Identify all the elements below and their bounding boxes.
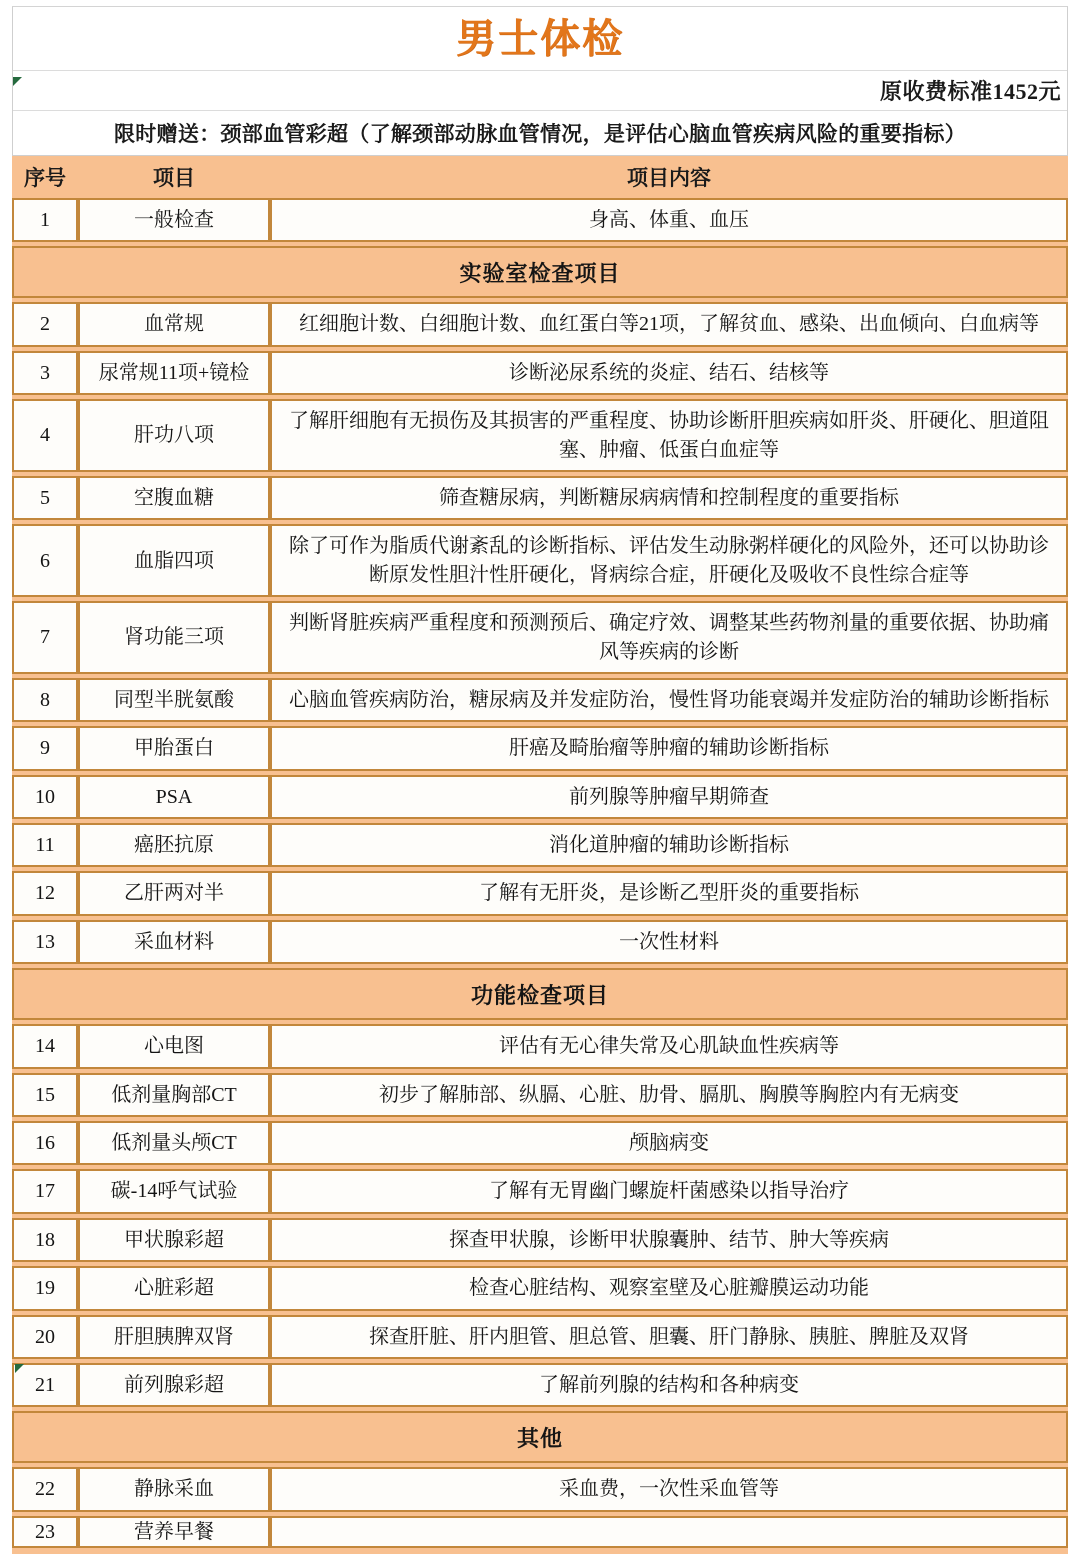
row-number-cell: 5 xyxy=(12,476,78,520)
row-gutter xyxy=(12,1548,1068,1552)
row-number-cell: 3 xyxy=(12,351,78,395)
row-item-cell: 低剂量胸部CT xyxy=(78,1073,270,1117)
row-item-cell: 乙肝两对半 xyxy=(78,871,270,915)
section-header-row xyxy=(12,1411,1068,1463)
row-number-cell: 12 xyxy=(12,871,78,915)
table-row xyxy=(12,1024,1068,1068)
table-header-row xyxy=(12,156,1068,198)
original-price-note: 原收费标准1452元 xyxy=(879,79,1061,104)
row-content-cell: 一次性材料 xyxy=(270,920,1068,964)
row-item-cell: 静脉采血 xyxy=(78,1467,270,1511)
row-item-cell: 甲胎蛋白 xyxy=(78,726,270,770)
row-number-cell: 22 xyxy=(12,1467,78,1511)
row-number-cell: 23 xyxy=(12,1516,78,1548)
row-content-cell: 除了可作为脂质代谢紊乱的诊断指标、评估发生动脉粥样硬化的风险外，还可以协助诊断原发性胆汁性肝硬化，肾病综合症，肝硬化及吸收不良性综合症等 xyxy=(270,524,1068,597)
limited-time-gift-note: 限时赠送：颈部血管彩超（了解颈部动脉血管情况，是评估心脑血管疾病风险的重要指标） xyxy=(114,122,966,146)
row-number-cell: 8 xyxy=(12,678,78,722)
row-content-cell: 评估有无心律失常及心肌缺血性疾病等 xyxy=(270,1024,1068,1068)
table-row xyxy=(12,524,1068,597)
row-content-cell: 探查肝脏、肝内胆管、胆总管、胆囊、肝门静脉、胰脏、脾脏及双肾 xyxy=(270,1315,1068,1359)
comment-indicator-icon xyxy=(15,1364,24,1373)
row-number-cell: 14 xyxy=(12,1024,78,1068)
table-row xyxy=(12,1467,1068,1511)
table-row xyxy=(12,351,1068,395)
column-header-content: 项目内容 xyxy=(270,156,1068,198)
row-content-cell: 身高、体重、血压 xyxy=(270,198,1068,242)
section-header-row xyxy=(12,246,1068,298)
table-row xyxy=(12,1169,1068,1213)
table-row xyxy=(12,1315,1068,1359)
table-row xyxy=(12,1266,1068,1310)
comment-indicator-icon xyxy=(13,77,22,86)
row-number-cell: 2 xyxy=(12,302,78,346)
row-number-cell: 17 xyxy=(12,1169,78,1213)
table-row xyxy=(12,678,1068,722)
row-content-cell: 采血费，一次性采血管等 xyxy=(270,1467,1068,1511)
row-content-cell: 检查心脏结构、观察室壁及心脏瓣膜运动功能 xyxy=(270,1266,1068,1310)
exam-plan-table xyxy=(12,156,1068,1552)
row-number-cell: 1 xyxy=(12,198,78,242)
row-content-cell: 了解有无肝炎，是诊断乙型肝炎的重要指标 xyxy=(270,871,1068,915)
row-item-cell: 肝胆胰脾双肾 xyxy=(78,1315,270,1359)
row-number-cell: 21 xyxy=(12,1363,78,1407)
gift-row xyxy=(13,111,1067,155)
row-content-cell xyxy=(270,1516,1068,1548)
section-header-label: 其他 xyxy=(12,1411,1068,1463)
table-row xyxy=(12,601,1068,674)
table-row xyxy=(12,871,1068,915)
row-number-cell: 13 xyxy=(12,920,78,964)
row-item-cell: 一般检查 xyxy=(78,198,270,242)
row-item-cell: PSA xyxy=(78,775,270,819)
row-number-cell: 9 xyxy=(12,726,78,770)
row-item-cell: 甲状腺彩超 xyxy=(78,1218,270,1262)
row-item-cell: 采血材料 xyxy=(78,920,270,964)
table-row xyxy=(12,476,1068,520)
row-number-cell: 20 xyxy=(12,1315,78,1359)
price-row xyxy=(13,71,1067,111)
row-number-cell: 15 xyxy=(12,1073,78,1117)
row-item-cell: 前列腺彩超 xyxy=(78,1363,270,1407)
column-header-no: 序号 xyxy=(12,156,78,198)
row-content-cell: 了解有无胃幽门螺旋杆菌感染以指导治疗 xyxy=(270,1169,1068,1213)
row-number-cell: 11 xyxy=(12,823,78,867)
table-row xyxy=(12,1516,1068,1548)
row-number-cell: 7 xyxy=(12,601,78,674)
row-content-cell: 了解前列腺的结构和各种病变 xyxy=(270,1363,1068,1407)
spreadsheet-sheet xyxy=(0,6,1080,1543)
table-row xyxy=(12,775,1068,819)
table-row xyxy=(12,920,1068,964)
row-item-cell: 癌胚抗原 xyxy=(78,823,270,867)
table-row xyxy=(12,198,1068,242)
row-item-cell: 同型半胱氨酸 xyxy=(78,678,270,722)
row-item-cell: 心脏彩超 xyxy=(78,1266,270,1310)
row-content-cell: 探查甲状腺，诊断甲状腺囊肿、结节、肿大等疾病 xyxy=(270,1218,1068,1262)
table-row xyxy=(12,726,1068,770)
row-content-cell: 了解肝细胞有无损伤及其损害的严重程度、协助诊断肝胆疾病如肝炎、肝硬化、胆道阻塞、肿瘤、低蛋白血症等 xyxy=(270,399,1068,472)
table-row xyxy=(12,1218,1068,1262)
row-number-cell: 10 xyxy=(12,775,78,819)
row-item-cell: 肝功八项 xyxy=(78,399,270,472)
row-item-cell: 血脂四项 xyxy=(78,524,270,597)
row-item-cell: 肾功能三项 xyxy=(78,601,270,674)
plan-table-wrap xyxy=(12,156,1068,1554)
row-content-cell: 判断肾脏疾病严重程度和预测预后、确定疗效、调整某些药物剂量的重要依据、协助痛风等疾病的诊断 xyxy=(270,601,1068,674)
table-row xyxy=(12,399,1068,472)
row-gutter-cell xyxy=(12,1548,1068,1552)
row-number-cell: 6 xyxy=(12,524,78,597)
row-content-cell: 心脑血管疾病防治，糖尿病及并发症防治，慢性肾功能衰竭并发症防治的辅助诊断指标 xyxy=(270,678,1068,722)
section-header-label: 实验室检查项目 xyxy=(12,246,1068,298)
title-row xyxy=(13,7,1067,71)
row-item-cell: 尿常规11项+镜检 xyxy=(78,351,270,395)
row-content-cell: 颅脑病变 xyxy=(270,1121,1068,1165)
row-content-cell: 红细胞计数、白细胞计数、血红蛋白等21项，了解贫血、感染、出血倾向、白血病等 xyxy=(270,302,1068,346)
row-number-cell: 18 xyxy=(12,1218,78,1262)
section-header-row xyxy=(12,968,1068,1020)
row-number-cell: 19 xyxy=(12,1266,78,1310)
row-content-cell: 诊断泌尿系统的炎症、结石、结核等 xyxy=(270,351,1068,395)
page-title: 男士体检 xyxy=(456,15,624,61)
row-item-cell: 低剂量头颅CT xyxy=(78,1121,270,1165)
row-number-cell: 16 xyxy=(12,1121,78,1165)
row-content-cell: 肝癌及畸胎瘤等肿瘤的辅助诊断指标 xyxy=(270,726,1068,770)
section-header-label: 功能检查项目 xyxy=(12,968,1068,1020)
row-number-cell: 4 xyxy=(12,399,78,472)
table-row xyxy=(12,302,1068,346)
row-content-cell: 消化道肿瘤的辅助诊断指标 xyxy=(270,823,1068,867)
row-content-cell: 初步了解肺部、纵膈、心脏、肋骨、膈肌、胸膜等胸腔内有无病变 xyxy=(270,1073,1068,1117)
row-item-cell: 营养早餐 xyxy=(78,1516,270,1548)
column-header-item: 项目 xyxy=(78,156,270,198)
table-row xyxy=(12,823,1068,867)
row-item-cell: 碳-14呼气试验 xyxy=(78,1169,270,1213)
row-content-cell: 筛查糖尿病，判断糖尿病病情和控制程度的重要指标 xyxy=(270,476,1068,520)
masthead xyxy=(12,6,1068,156)
table-row xyxy=(12,1073,1068,1117)
row-item-cell: 空腹血糖 xyxy=(78,476,270,520)
row-item-cell: 血常规 xyxy=(78,302,270,346)
row-content-cell: 前列腺等肿瘤早期筛查 xyxy=(270,775,1068,819)
table-row xyxy=(12,1363,1068,1407)
row-item-cell: 心电图 xyxy=(78,1024,270,1068)
table-row xyxy=(12,1121,1068,1165)
